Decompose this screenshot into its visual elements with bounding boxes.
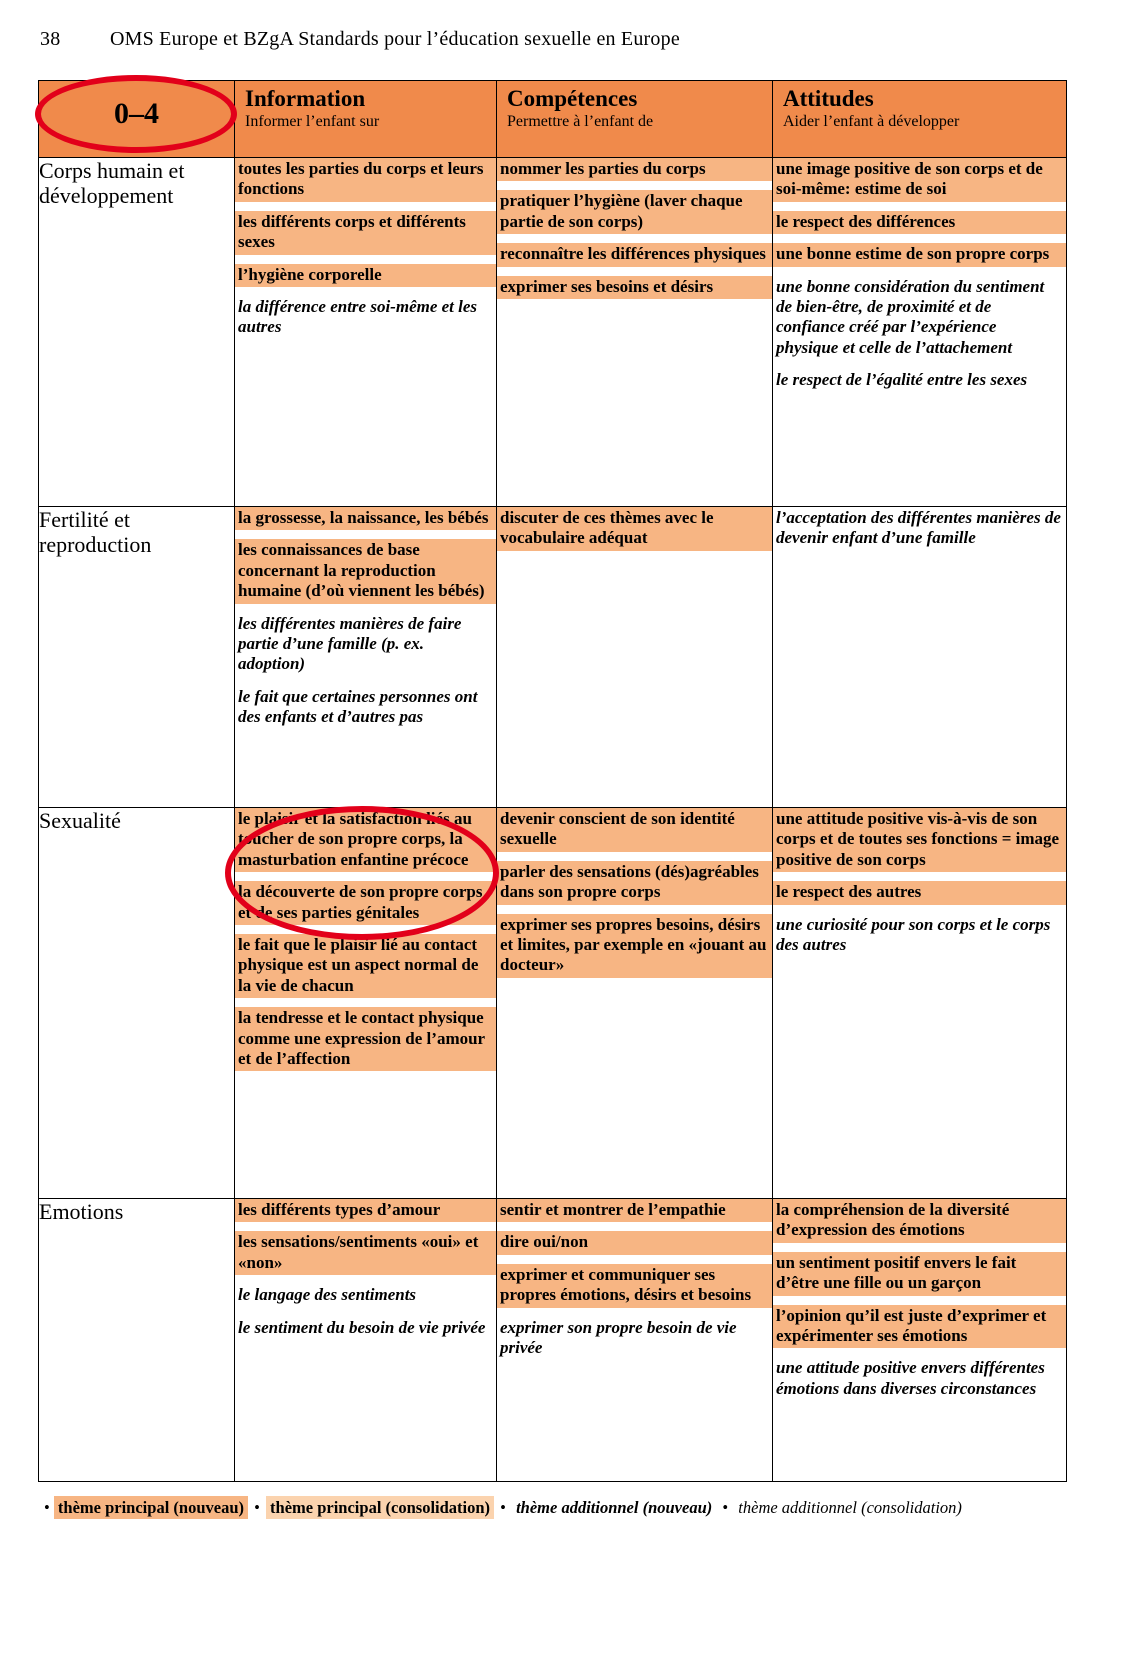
list-item: les différentes manières de faire partie d’une famille (p. ex. adoption) [238,613,462,674]
list-item: les sensations/sentiments «oui» et «non» [235,1231,496,1275]
cell-information [235,507,497,808]
row-theme: Fertilité et reproduction [39,507,235,808]
page-number: 38 [40,28,61,50]
list-item: une curiosité pour son corps et le corps des autres [776,914,1051,954]
cell-information [235,158,497,507]
list-item: exprimer ses propres besoins, désirs et limites, par exemple en «jouant au docteur» [497,914,772,978]
list-item: le fait que certaines personnes ont des enfants et d’autres pas [238,686,478,727]
table-row [39,507,1067,808]
list-item: l’acceptation des différentes manières de devenir enfant d’une famille [776,508,1061,548]
cell-competences [497,1199,773,1482]
list-item: reconnaître les différences physiques [497,243,772,266]
list-item: exprimer son propre besoin de vie privée [500,1317,737,1357]
list-item: une attitude positive vis-à-vis de son corps et de toutes ses fonctions = image positive de son corps [773,808,1066,872]
list-item: le plaisir et la satisfaction liés au toucher de son propre corps, la masturbation enfantine précoce [235,808,496,872]
list-item: nommer les parties du corps [497,158,772,181]
row-theme: Corps humain et développement [39,158,235,507]
list-item: l’hygiène corporelle [235,264,496,287]
table-row [39,158,1067,507]
cell-information [235,1199,497,1482]
table-header-row [39,81,1067,158]
column-title-information: Information [245,86,366,111]
list-item: une image positive de son corps et de soi-même: estime de soi [773,158,1066,202]
legend-principal-new: thème principal (nouveau) [54,1496,248,1519]
row-theme: Sexualité [39,808,235,1199]
list-item: le langage des sentiments [238,1285,417,1305]
list-item: exprimer ses besoins et désirs [497,276,772,299]
legend-bullet: • [254,1498,260,1517]
list-item: toutes les parties du corps et leurs fonctions [235,158,496,202]
column-subtitle-information: Informer l’enfant sur [245,113,380,131]
cell-competences [497,507,773,808]
list-item: sentir et montrer de l’empathie [497,1199,772,1222]
cell-competences [497,808,773,1199]
running-title: OMS Europe et BZgA Standards pour l’éducation sexuelle en Europe [110,28,680,50]
legend-bullet: • [44,1498,50,1517]
header-cell-competences [497,81,773,158]
age-group-label: 0–4 [114,97,159,130]
table-row [39,1199,1067,1482]
list-item: la tendresse et le contact physique comme une expression de l’amour et de l’affection [235,1007,496,1071]
list-item: le fait que le plaisir lié au contact physique est un aspect normal de la vie de chacun [235,934,496,998]
list-item: les différents types d’amour [235,1199,496,1222]
legend-bullet: • [722,1498,729,1517]
cell-attitudes [773,158,1067,507]
header-cell-information [235,81,497,158]
column-title-attitudes: Attitudes [783,86,874,111]
list-item: une bonne estime de son propre corps [773,243,1066,266]
cell-information [235,808,497,1199]
list-item: devenir conscient de son identité sexuelle [497,808,772,852]
list-item: la grossesse, la naissance, les bébés [235,507,496,530]
legend-bullet: • [500,1498,506,1517]
column-subtitle-competences: Permettre à l’enfant de [507,113,654,131]
list-item: le respect des autres [773,881,1066,904]
list-item: parler des sensations (dés)agréables dans son propre corps [497,861,772,905]
column-title-competences: Compétences [507,86,638,111]
cell-attitudes [773,808,1067,1199]
list-item: la découverte de son propre corps et de ses parties génitales [235,881,496,925]
legend-additional-new: thème additionnel (nouveau) [516,1498,713,1517]
cell-competences [497,158,773,507]
list-item: un sentiment positif envers le fait d’être une fille ou un garçon [773,1252,1066,1296]
legend-principal-consolidation: thème principal (consolidation) [266,1496,494,1519]
list-item: dire oui/non [497,1231,772,1254]
list-item: les connaissances de base concernant la reproduction humaine (d’où viennent les bébés) [235,539,496,603]
list-item: le respect de l’égalité entre les sexes [776,370,1028,390]
cell-attitudes [773,1199,1067,1482]
list-item: les différents corps et différents sexes [235,211,496,255]
list-item: la différence entre soi-même et les autres [238,296,478,337]
list-item: une attitude positive envers différentes émotions dans diverses circonstances [776,1358,1045,1398]
table-row [39,808,1067,1199]
list-item: l’opinion qu’il est juste d’exprimer et expérimenter ses émotions [773,1305,1066,1349]
list-item: le sentiment du besoin de vie privée [238,1317,486,1337]
column-subtitle-attitudes: Aider l’enfant à développer [783,113,960,131]
page-header [40,28,1100,51]
list-item: la compréhension de la diversité d’expression des émotions [773,1199,1066,1243]
list-item: discuter de ces thèmes avec le vocabulaire adéquat [497,507,772,551]
legend-additional-consolidation: thème additionnel (consolidation) [738,1498,962,1517]
header-cell-attitudes [773,81,1067,158]
header-cell-age [39,81,235,158]
row-theme: Emotions [39,1199,235,1482]
list-item: exprimer et communiquer ses propres émotions, désirs et besoins [497,1264,772,1308]
list-item: une bonne considération du sentiment de bien-être, de proximité et de confiance créé par l’expérience physique et celle de l’attachement [776,276,1045,357]
list-item: le respect des différences [773,211,1066,234]
cell-attitudes [773,507,1067,808]
legend [44,1498,1070,1518]
standards-table [38,80,1067,1482]
list-item: pratiquer l’hygiène (laver chaque partie de son corps) [497,190,772,234]
